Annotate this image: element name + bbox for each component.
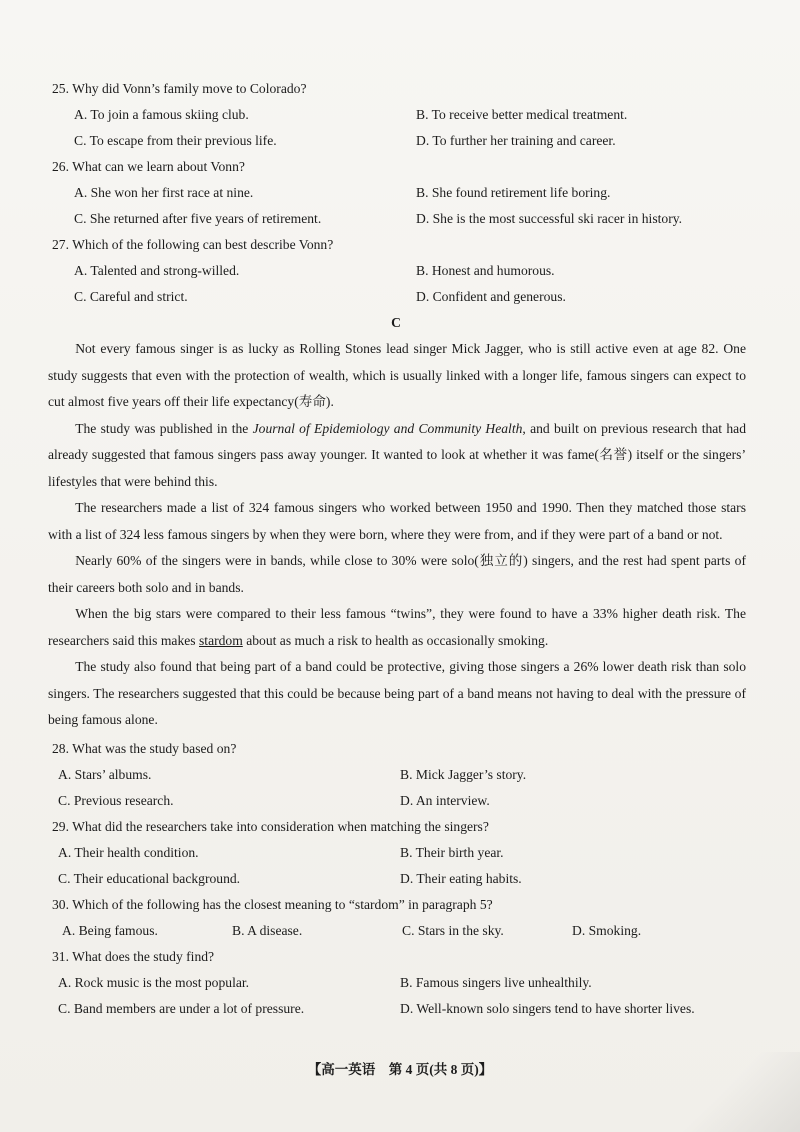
option-25d: D. To further her training and career. [416,133,616,148]
option-30c: C. Stars in the sky. [402,922,504,938]
option-30b: B. A disease. [232,922,303,938]
question-27-stem: 27. Which of the following can best describe Vonn? [52,237,334,252]
option-27c: C. Careful and strict. [74,289,188,304]
option-27d: D. Confident and generous. [416,289,566,304]
option-31c: C. Band members are under a lot of pressure. [58,1000,305,1016]
question-25-stem: 25. Why did Vonn’s family move to Colorado? [52,81,307,96]
option-28c: C. Previous research. [58,792,174,808]
option-31b: B. Famous singers live unhealthily. [400,974,592,990]
option-31d: D. Well-known solo singers tend to have shorter lives. [400,1000,695,1016]
question-29-options [58,840,746,892]
question-30-options [62,918,746,944]
question-26-stem: 26. What can we learn about Vonn? [52,159,245,174]
option-27b: B. Honest and humorous. [416,263,555,278]
option-29a: A. Their health condition. [58,844,199,860]
passage-paragraph-3: The researchers made a list of 324 famous singers who worked between 1950 and 1990. Then they matched those stars with a list of 324 less famous singers by when they were born, where they were from, and if they were part of a band or not. [48,500,746,542]
option-26b: B. She found retirement life boring. [416,185,611,200]
journal-title: Journal of Epidemiology and Community Health [252,420,523,436]
passage-paragraph-1: Not every famous singer is as lucky as Rolling Stones lead singer Mick Jagger, who is still active even at age 82. One study suggests that even with the protection of wealth, which is usually linked with a longer life, famous singers can expect to cut almost five years off their life expectancy(寿命). [48,341,746,409]
question-26-options [74,180,746,232]
question-27-options [74,258,746,310]
question-28-stem: 28. What was the study based on? [52,740,237,756]
question-31-stem: 31. What does the study find? [52,948,215,964]
option-26a: A. She won her first race at nine. [74,185,254,200]
page-content [46,76,746,1022]
option-30a: A. Being famous. [62,922,158,938]
option-30d: D. Smoking. [572,922,642,938]
question-31-options [58,970,746,1022]
underlined-word-stardom: stardom [199,632,243,648]
option-27a: A. Talented and strong-willed. [74,263,240,278]
passage-paragraph-5 [48,601,746,654]
option-25b: B. To receive better medical treatment. [416,107,628,122]
question-25-options [74,102,746,154]
option-28d: D. An interview. [400,792,490,808]
section-label: C [391,315,401,330]
passage-paragraph-4: Nearly 60% of the singers were in bands, while close to 30% were solo(独立的) singers, and the rest had spent parts of their careers both solo and in bands. [48,553,746,595]
question-30-stem: 30. Which of the following has the closest meaning to “stardom” in paragraph 5? [52,896,493,912]
p5-text-a: When the big stars were compared to their less famous “twins”, they were found to have a 33% higher death risk. The researchers said this makes [48,606,746,648]
option-25a: A. To join a famous skiing club. [74,107,249,122]
passage-paragraph-6: The study also found that being part of a band could be protective, giving those singers a 26% lower death risk than solo singers. The researchers suggested that this could be because being part of a band means not having to deal with the pressure of being famous alone. [48,659,746,727]
p2-text-a: The study was published in the [75,420,253,436]
option-25c: C. To escape from their previous life. [74,133,277,148]
option-26c: C. She returned after five years of retirement. [74,211,322,226]
option-31a: A. Rock music is the most popular. [58,974,250,990]
option-26d: D. She is the most successful ski racer in history. [416,211,683,226]
p5-text-b: about as much a risk to health as occasionally smoking. [242,632,549,648]
option-28b: B. Mick Jagger’s story. [400,766,527,782]
option-28a: A. Stars’ albums. [58,766,152,782]
passage-paragraph-2 [48,416,746,496]
option-29d: D. Their eating habits. [400,870,522,886]
scan-shadow [680,1052,800,1132]
question-28-options [58,762,746,814]
option-29b: B. Their birth year. [400,844,504,860]
p2-text-b: , and built on previous research that had already suggested that famous singers pass away younger. It wanted to look at whether it was fame(名誉) itself or the singers’ lifestyles that were behind this. [48,420,746,489]
page-footer: 【高一英语 第 4 页(共 8 页)】 [307,1062,493,1077]
option-29c: C. Their educational background. [58,870,241,886]
question-29-stem: 29. What did the researchers take into consideration when matching the singers? [52,818,489,834]
